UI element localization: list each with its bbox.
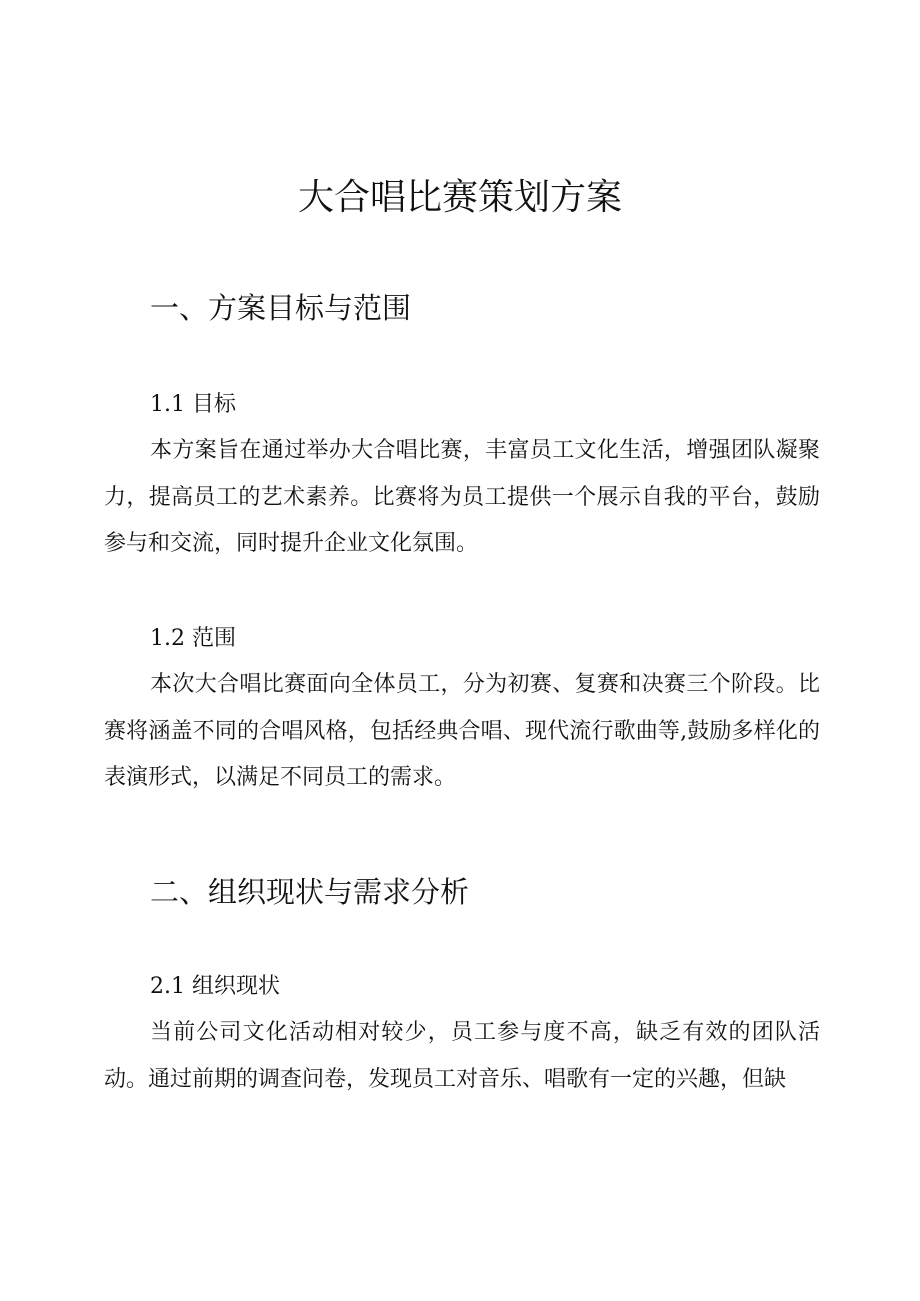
paragraph: 当前公司文化活动相对较少，员工参与度不高，缺乏有效的团队活动。通过前期的调查问卷，发现员工对音乐、唱歌有一定的兴趣，但缺 [104, 1020, 820, 1092]
subsection-heading: 2.1 组织现状 [150, 974, 280, 999]
paragraph: 本次大合唱比赛面向全体员工，分为初赛、复赛和决赛三个阶段。比赛将涵盖不同的合唱风格，包括经典合唱、现代流行歌曲等,鼓励多样化的表演形式，以满足不同员工的需求。 [104, 672, 820, 790]
subsection-heading: 1.2 范围 [150, 626, 236, 651]
document-title: 大合唱比赛策划方案 [297, 177, 622, 218]
section-heading: 二、组织现状与需求分析 [150, 875, 470, 909]
subsection-heading: 1.1 目标 [150, 392, 236, 417]
section-heading: 一、方案目标与范围 [150, 291, 412, 325]
paragraph: 本方案旨在通过举办大合唱比赛，丰富员工文化生活，增强团队凝聚力，提高员工的艺术素养。比赛将为员工提供一个展示自我的平台，鼓励参与和交流，同时提升企业文化氛围。 [104, 438, 820, 556]
